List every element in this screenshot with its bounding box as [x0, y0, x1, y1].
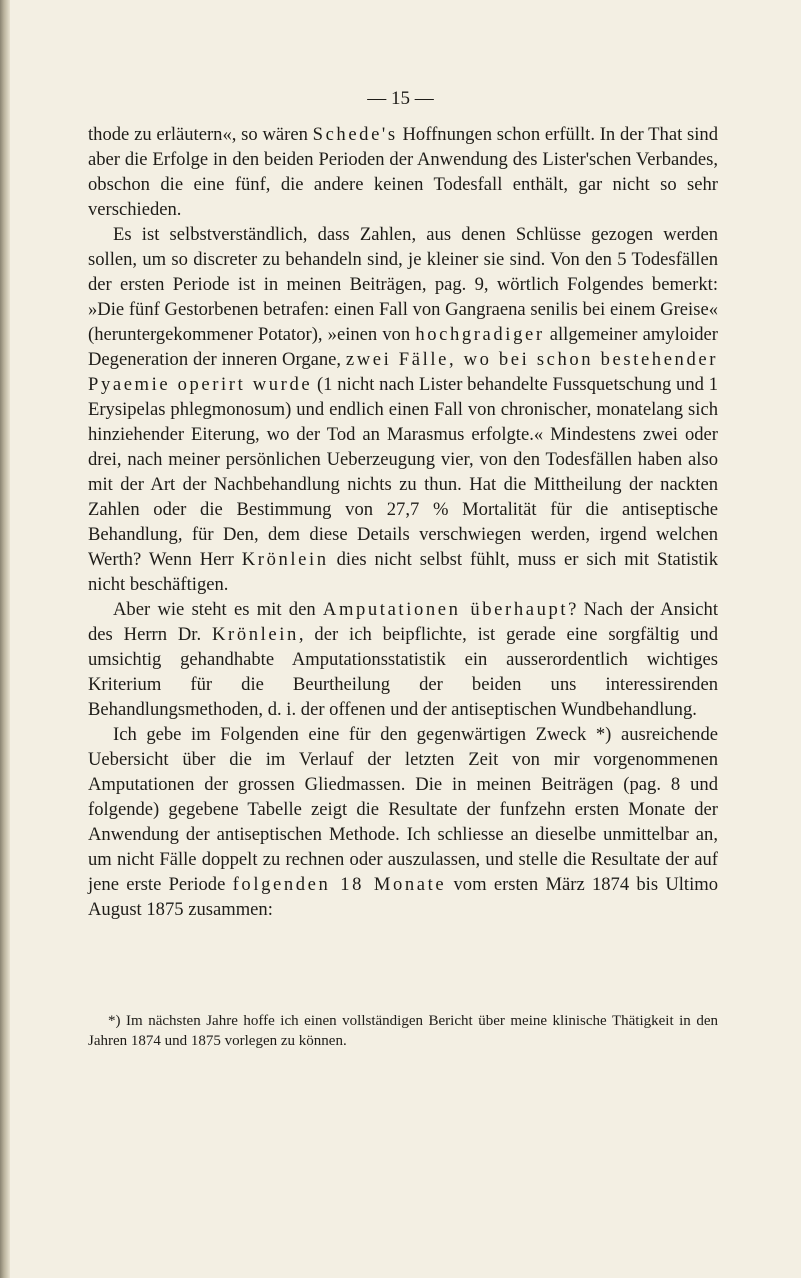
text-run: vom ersten März 1874 bis Ultimo August 1875 zusammen:	[88, 874, 719, 920]
footnote-text: Im nächsten Jahre hoffe ich einen vollständigen Bericht über meine klinische Thätigkeit in den Jahren 1874 und 1875 vorlegen zu können.	[88, 1013, 718, 1049]
text-run: thode zu erläutern«, so wären	[88, 124, 313, 145]
spaced-emphasis: folgenden 18 Monate	[232, 874, 447, 895]
spaced-emphasis: Amputationen überhaupt	[322, 599, 569, 620]
footnote	[88, 1011, 718, 1051]
text-run: allgemeiner amyloider Degeneration der inneren Organe,	[88, 324, 718, 370]
spaced-emphasis: zwei Fälle, wo bei schon bestehender Pyaemie operirt wurde	[88, 349, 718, 395]
text-run: Ich gebe im Folgenden eine für den gegenwärtigen Zweck *) ausreichende Uebersicht über die im Verlauf der letzten Zeit von mir vorgenommenen Amputationen der grossen Gliedmassen. Die in meinen Beiträgen (pag. 8 und folgende) gegebene Tabelle zeigt die Resultate der funfzehn ersten Monate der Anwendung der antiseptischen Methode. Ich schliesse an dieselbe unmittelbar an, um nicht Fälle doppelt zu rechnen oder auszulassen, und stelle die Resultate der auf jene erste Periode	[88, 724, 718, 895]
paragraph-1	[88, 122, 718, 222]
text-run: Es ist selbstverständlich, dass Zahlen, aus denen Schlüsse gezogen werden sollen, um so discreter zu behandeln sind, je kleiner sie sind. Von den 5 Todesfällen der ersten Periode ist in meinen Beiträgen, pag. 9, wörtlich Folgendes bemerkt: »Die fünf Gestorbenen betrafen: einen Fall von Gangraena senilis bei einem Greise« (heruntergekommener Potator), »einen von	[88, 224, 718, 345]
page-number: — 15 —	[367, 88, 434, 109]
spaced-name: Schede's	[312, 124, 398, 145]
paragraph-3	[88, 597, 718, 722]
body-text	[88, 122, 718, 922]
paragraph-4	[88, 722, 718, 922]
text-run: (1 nicht nach Lister behandelte Fussquetschung und 1 Erysipelas phlegmonosum) und endlich einen Fall von chronischer, monatelang sich hinziehender Eiterung, wo der Tod an Marasmus erfolgte.« Mindestens zwei oder drei, nach meiner persönlichen Ueberzeugung vier, von den Todesfällen haben also mit der Art der Nachbehandlung nichts zu thun. Hat die Mittheilung der nackten Zahlen oder die Bestimmung von 27,7 % Mortalität für die antiseptische Behandlung, für Den, dem diese Details verschwiegen werden, irgend welchen Werth? Wenn Herr	[88, 374, 719, 570]
footnote-mark: *)	[108, 1013, 121, 1029]
text-run: Aber wie steht es mit den	[113, 599, 323, 620]
text-run: dies nicht selbst fühlt, muss er sich mit Statistik nicht beschäftigen.	[88, 549, 718, 595]
spaced-name: Krönlein	[212, 624, 299, 645]
text-run: Hoffnungen schon erfüllt. In der That sind aber die Erfolge in den beiden Perioden der Anwendung des Lister'schen Verbandes, obschon die eine fünf, die andere keinen Todesfall enthält, gar nicht so sehr verschieden.	[88, 124, 718, 220]
text-run: , der ich beipflichte, ist gerade eine sorgfältig und umsichtig gehandhabte Amputationsstatistik ein ausserordentlich wichtiges Kriterium für die Beurtheilung der beiden uns interessirenden Behandlungsmethoden, d. i. der offenen und der antiseptischen Wundbehandlung.	[88, 624, 718, 720]
spaced-emphasis: hochgradiger	[415, 324, 545, 345]
text-run: ? Nach der Ansicht des Herrn Dr.	[88, 599, 718, 645]
paragraph-2	[88, 222, 718, 597]
spaced-name: Krönlein	[241, 549, 329, 570]
